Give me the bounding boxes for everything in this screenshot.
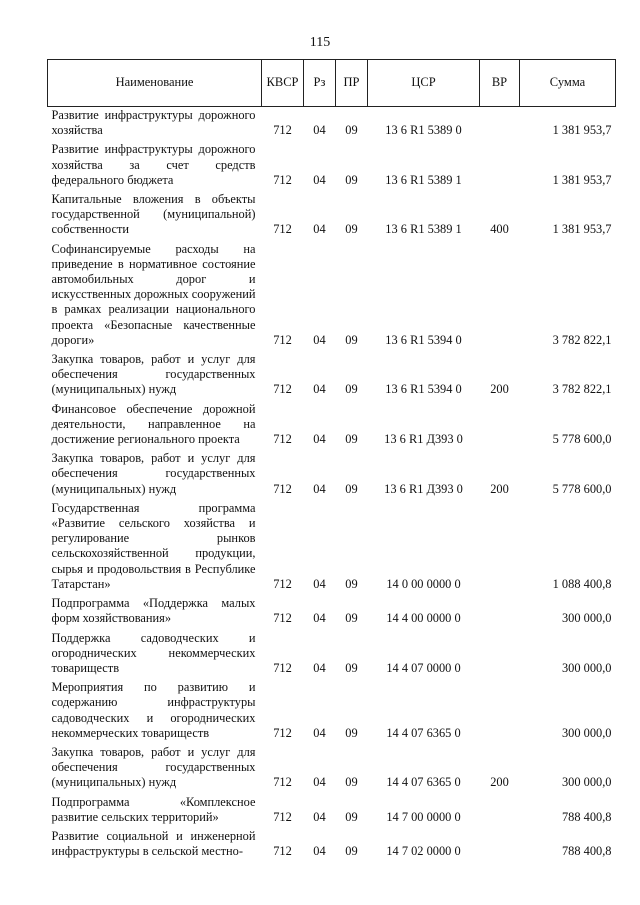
- row-kvsr: 712: [273, 222, 292, 237]
- row-vr: [480, 828, 520, 862]
- row-kvsr: 712: [273, 660, 292, 675]
- table-row: [48, 141, 616, 191]
- row-kvsr: 712: [273, 432, 292, 447]
- row-kvsr: 712: [273, 809, 292, 824]
- row-sum: 1 088 400,8: [552, 576, 612, 591]
- row-sum: 300 000,0: [561, 660, 612, 675]
- row-name: Софинансируемые расходы на приведение в нормативное состояние автомобильных дорог и искусственных дорожных сооружений в рамках реализации национального проекта «Безопасные качественные дороги»: [51, 241, 256, 347]
- row-sum: 788 400,8: [561, 844, 612, 859]
- header-sum: Сумма: [520, 60, 616, 107]
- table-row: [48, 595, 616, 629]
- row-csr: 14 4 00 0000 0: [386, 611, 461, 626]
- row-csr: 14 7 02 0000 0: [386, 844, 461, 859]
- row-name: Подпрограмма «Комплексное развитие сельских территорий»: [51, 794, 256, 824]
- row-pr: 09: [345, 844, 358, 859]
- row-pr: 09: [345, 576, 358, 591]
- table-row: [48, 794, 616, 828]
- row-name: Капитальные вложения в объекты государственной (муниципальной) собственности: [51, 192, 256, 237]
- row-csr: 13 6 R1 Д393 0: [384, 481, 463, 496]
- row-csr: 13 6 R1 5394 0: [385, 382, 462, 397]
- row-rz: 04: [313, 123, 326, 138]
- row-rz: 04: [313, 222, 326, 237]
- row-vr: [480, 679, 520, 744]
- row-rz: 04: [313, 725, 326, 740]
- row-kvsr: 712: [273, 576, 292, 591]
- row-kvsr: 712: [273, 775, 292, 790]
- header-rz: Рз: [304, 60, 336, 107]
- row-kvsr: 712: [273, 844, 292, 859]
- row-rz: 04: [313, 611, 326, 626]
- table-row: [48, 191, 616, 241]
- row-kvsr: 712: [273, 481, 292, 496]
- budget-table: [47, 59, 616, 862]
- row-rz: 04: [313, 844, 326, 859]
- row-rz: 04: [313, 481, 326, 496]
- header-name: Наименование: [48, 60, 262, 107]
- row-rz: 04: [313, 382, 326, 397]
- row-sum: 300 000,0: [561, 775, 612, 790]
- row-pr: 09: [345, 123, 358, 138]
- row-kvsr: 712: [273, 382, 292, 397]
- table-row: [48, 679, 616, 744]
- row-rz: 04: [313, 332, 326, 347]
- row-csr: 13 6 R1 5389 0: [385, 123, 462, 138]
- table-header-row: [48, 60, 616, 107]
- row-rz: 04: [313, 775, 326, 790]
- row-sum: 1 381 953,7: [552, 222, 612, 237]
- row-kvsr: 712: [273, 725, 292, 740]
- row-vr: [480, 595, 520, 629]
- row-sum: 5 778 600,0: [552, 432, 612, 447]
- row-sum: 300 000,0: [561, 725, 612, 740]
- table-row: [48, 450, 616, 500]
- row-name: Развитие социальной и инженерной инфраструктуры в сельской местно-: [51, 828, 256, 859]
- row-csr: 13 6 R1 Д393 0: [384, 432, 463, 447]
- row-pr: 09: [345, 611, 358, 626]
- row-pr: 09: [345, 809, 358, 824]
- row-vr: [480, 107, 520, 142]
- row-vr: [480, 500, 520, 595]
- row-csr: 14 4 07 6365 0: [386, 775, 461, 790]
- row-name: Закупка товаров, работ и услуг для обеспечения государственных (муниципальных) нужд: [51, 744, 256, 790]
- row-rz: 04: [313, 576, 326, 591]
- row-pr: 09: [345, 725, 358, 740]
- table-row: [48, 107, 616, 142]
- row-csr: 14 4 07 6365 0: [386, 725, 461, 740]
- row-sum: 3 782 822,1: [552, 332, 612, 347]
- row-pr: 09: [345, 660, 358, 675]
- row-csr: 13 6 R1 5389 1: [385, 172, 462, 187]
- header-kvsr: КВСР: [262, 60, 304, 107]
- table-row: [48, 744, 616, 794]
- row-vr: [480, 241, 520, 351]
- row-sum: 300 000,0: [561, 611, 612, 626]
- row-csr: 14 4 07 0000 0: [386, 660, 461, 675]
- row-pr: 09: [345, 775, 358, 790]
- row-csr: 14 0 00 0000 0: [386, 576, 461, 591]
- row-kvsr: 712: [273, 611, 292, 626]
- row-pr: 09: [345, 481, 358, 496]
- table-row: [48, 241, 616, 351]
- row-name: Развитие инфраструктуры дорожного хозяйства: [51, 108, 256, 138]
- row-csr: 14 7 00 0000 0: [386, 809, 461, 824]
- row-name: Закупка товаров, работ и услуг для обеспечения государственных (муниципальных) нужд: [51, 451, 256, 496]
- row-rz: 04: [313, 660, 326, 675]
- row-sum: 5 778 600,0: [552, 481, 612, 496]
- row-kvsr: 712: [273, 123, 292, 138]
- row-vr: 200: [490, 775, 509, 790]
- row-vr: [480, 630, 520, 680]
- row-vr: [480, 141, 520, 191]
- row-vr: 200: [490, 481, 509, 496]
- row-rz: 04: [313, 809, 326, 824]
- header-vr: ВР: [480, 60, 520, 107]
- row-kvsr: 712: [273, 172, 292, 187]
- row-name: Подпрограмма «Поддержка малых форм хозяйствования»: [51, 596, 256, 626]
- row-csr: 13 6 R1 5389 1: [385, 222, 462, 237]
- table-row: [48, 351, 616, 401]
- row-pr: 09: [345, 222, 358, 237]
- page-number: 115: [309, 35, 331, 50]
- row-pr: 09: [345, 172, 358, 187]
- row-name: Развитие инфраструктуры дорожного хозяйства за счет средств федерального бюджета: [51, 142, 256, 187]
- table-row: [48, 828, 616, 862]
- table-row: [48, 630, 616, 680]
- row-pr: 09: [345, 432, 358, 447]
- row-vr: [480, 794, 520, 828]
- row-csr: 13 6 R1 5394 0: [385, 332, 462, 347]
- table-body: [48, 107, 616, 863]
- row-vr: [480, 401, 520, 451]
- row-sum: 1 381 953,7: [552, 123, 612, 138]
- row-name: Государственная программа «Развитие сельского хозяйства и регулирование рынков сельскохозяйственной продукции, сырья и продовольствия в Республике Татарстан»: [51, 500, 256, 591]
- row-name: Мероприятия по развитию и содержанию инфраструктуры садоводческих и огороднических некоммерческих товариществ: [51, 680, 256, 740]
- row-vr: 200: [490, 382, 509, 397]
- row-pr: 09: [345, 382, 358, 397]
- row-sum: 788 400,8: [561, 809, 612, 824]
- row-sum: 1 381 953,7: [552, 172, 612, 187]
- row-rz: 04: [313, 172, 326, 187]
- header-pr: ПР: [336, 60, 368, 107]
- table-row: [48, 401, 616, 451]
- row-kvsr: 712: [273, 332, 292, 347]
- row-pr: 09: [345, 332, 358, 347]
- table-row: [48, 500, 616, 595]
- row-vr: 400: [490, 222, 509, 237]
- row-rz: 04: [313, 432, 326, 447]
- header-csr: ЦСР: [368, 60, 480, 107]
- row-name: Поддержка садоводческих и огороднических некоммерческих товариществ: [51, 630, 256, 675]
- row-name: Закупка товаров, работ и услуг для обеспечения государственных (муниципальных) нужд: [51, 352, 256, 397]
- row-sum: 3 782 822,1: [552, 382, 612, 397]
- row-name: Финансовое обеспечение дорожной деятельности, направленное на достижение регионального проекта: [51, 401, 256, 447]
